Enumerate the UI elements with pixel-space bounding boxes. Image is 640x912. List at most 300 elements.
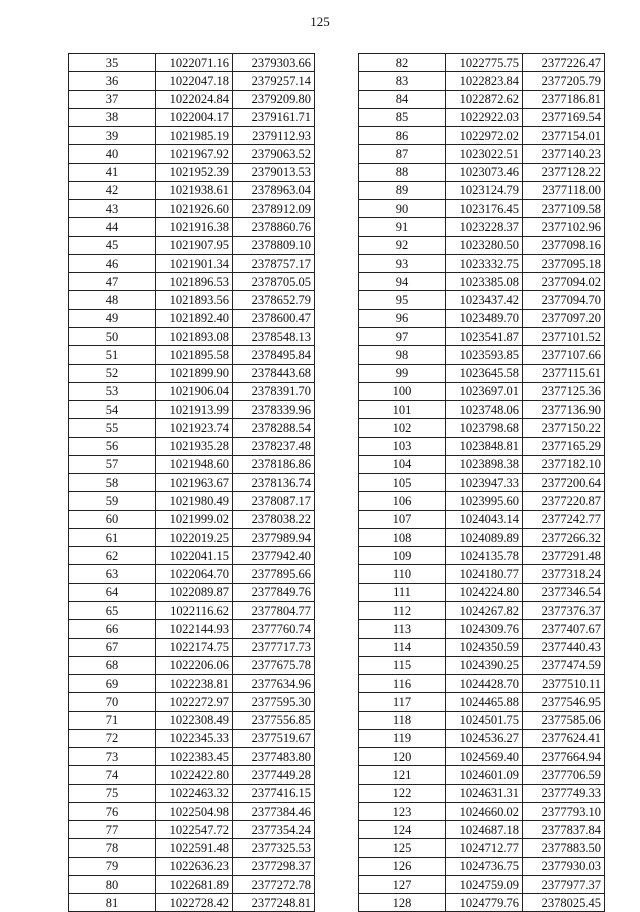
point-number-cell: 103 [359, 437, 446, 455]
table-row [69, 54, 315, 72]
point-number-cell: 128 [359, 894, 446, 912]
point-number-cell: 92 [359, 236, 446, 254]
table-row [359, 528, 605, 546]
table-row [69, 236, 315, 254]
x-coordinate-cell: 1022238.81 [156, 675, 233, 693]
x-coordinate-cell: 1021967.92 [156, 145, 233, 163]
point-number-cell: 55 [69, 419, 156, 437]
y-coordinate-cell: 2377115.61 [523, 364, 605, 382]
y-coordinate-cell: 2377883.50 [523, 839, 605, 857]
point-number-cell: 108 [359, 528, 446, 546]
x-coordinate-cell: 1021896.53 [156, 273, 233, 291]
y-coordinate-cell: 2378391.70 [233, 382, 315, 400]
table-row [69, 145, 315, 163]
x-coordinate-cell: 1022019.25 [156, 528, 233, 546]
y-coordinate-cell: 2377634.96 [233, 675, 315, 693]
table-row [359, 437, 605, 455]
point-number-cell: 48 [69, 291, 156, 309]
point-number-cell: 116 [359, 675, 446, 693]
x-coordinate-cell: 1021906.04 [156, 382, 233, 400]
point-number-cell: 106 [359, 492, 446, 510]
table-row [359, 894, 605, 912]
table-row [69, 547, 315, 565]
x-coordinate-cell: 1024180.77 [446, 565, 523, 583]
y-coordinate-cell: 2377977.37 [523, 875, 605, 893]
x-coordinate-cell: 1021948.60 [156, 455, 233, 473]
table-row [359, 857, 605, 875]
table-row [359, 419, 605, 437]
y-coordinate-cell: 2377760.74 [233, 620, 315, 638]
y-coordinate-cell: 2377128.22 [523, 163, 605, 181]
coordinate-table-left [68, 53, 315, 912]
table-row [359, 127, 605, 145]
x-coordinate-cell: 1022308.49 [156, 711, 233, 729]
point-number-cell: 76 [69, 802, 156, 820]
x-coordinate-cell: 1022872.62 [446, 90, 523, 108]
point-number-cell: 126 [359, 857, 446, 875]
y-coordinate-cell: 2379161.71 [233, 108, 315, 126]
y-coordinate-cell: 2377248.81 [233, 894, 315, 912]
table-row [69, 839, 315, 857]
x-coordinate-cell: 1021963.67 [156, 474, 233, 492]
point-number-cell: 120 [359, 748, 446, 766]
x-coordinate-cell: 1021935.28 [156, 437, 233, 455]
y-coordinate-cell: 2377298.37 [233, 857, 315, 875]
point-number-cell: 88 [359, 163, 446, 181]
table-row [359, 346, 605, 364]
coordinate-table-right [358, 53, 605, 912]
table-row [359, 583, 605, 601]
y-coordinate-cell: 2378912.09 [233, 200, 315, 218]
point-number-cell: 119 [359, 729, 446, 747]
table-row [69, 474, 315, 492]
y-coordinate-cell: 2378087.17 [233, 492, 315, 510]
y-coordinate-cell: 2377102.96 [523, 218, 605, 236]
y-coordinate-cell: 2377182.10 [523, 455, 605, 473]
y-coordinate-cell: 2377291.48 [523, 547, 605, 565]
table-row [359, 401, 605, 419]
y-coordinate-cell: 2379303.66 [233, 54, 315, 72]
table-row [69, 181, 315, 199]
y-coordinate-cell: 2377717.73 [233, 638, 315, 656]
table-row [359, 510, 605, 528]
table-row [69, 218, 315, 236]
y-coordinate-cell: 2378025.45 [523, 894, 605, 912]
point-number-cell: 96 [359, 309, 446, 327]
y-coordinate-cell: 2377220.87 [523, 492, 605, 510]
table-row [359, 218, 605, 236]
x-coordinate-cell: 1024224.80 [446, 583, 523, 601]
table-body-left [69, 54, 315, 912]
point-number-cell: 60 [69, 510, 156, 528]
y-coordinate-cell: 2377449.28 [233, 766, 315, 784]
y-coordinate-cell: 2377416.15 [233, 784, 315, 802]
table-row [359, 254, 605, 272]
y-coordinate-cell: 2377125.36 [523, 382, 605, 400]
x-coordinate-cell: 1022071.16 [156, 54, 233, 72]
table-row [359, 821, 605, 839]
table-row [69, 382, 315, 400]
table-row [359, 455, 605, 473]
x-coordinate-cell: 1024501.75 [446, 711, 523, 729]
y-coordinate-cell: 2377272.78 [233, 875, 315, 893]
point-number-cell: 77 [69, 821, 156, 839]
point-number-cell: 46 [69, 254, 156, 272]
point-number-cell: 115 [359, 656, 446, 674]
point-number-cell: 57 [69, 455, 156, 473]
point-number-cell: 95 [359, 291, 446, 309]
x-coordinate-cell: 1021893.56 [156, 291, 233, 309]
point-number-cell: 43 [69, 200, 156, 218]
point-number-cell: 49 [69, 309, 156, 327]
x-coordinate-cell: 1024736.75 [446, 857, 523, 875]
x-coordinate-cell: 1023489.70 [446, 309, 523, 327]
y-coordinate-cell: 2377376.37 [523, 601, 605, 619]
y-coordinate-cell: 2377664.94 [523, 748, 605, 766]
y-coordinate-cell: 2378136.74 [233, 474, 315, 492]
x-coordinate-cell: 1021923.74 [156, 419, 233, 437]
x-coordinate-cell: 1022922.03 [446, 108, 523, 126]
table-row [69, 127, 315, 145]
point-number-cell: 84 [359, 90, 446, 108]
point-number-cell: 125 [359, 839, 446, 857]
point-number-cell: 83 [359, 72, 446, 90]
point-number-cell: 63 [69, 565, 156, 583]
point-number-cell: 94 [359, 273, 446, 291]
point-number-cell: 42 [69, 181, 156, 199]
x-coordinate-cell: 1024631.31 [446, 784, 523, 802]
y-coordinate-cell: 2377094.02 [523, 273, 605, 291]
table-row [359, 875, 605, 893]
point-number-cell: 72 [69, 729, 156, 747]
x-coordinate-cell: 1022047.18 [156, 72, 233, 90]
y-coordinate-cell: 2377749.33 [523, 784, 605, 802]
table-row [359, 711, 605, 729]
table-row [69, 875, 315, 893]
y-coordinate-cell: 2377097.20 [523, 309, 605, 327]
point-number-cell: 75 [69, 784, 156, 802]
point-number-cell: 37 [69, 90, 156, 108]
x-coordinate-cell: 1023748.06 [446, 401, 523, 419]
y-coordinate-cell: 2377186.81 [523, 90, 605, 108]
point-number-cell: 110 [359, 565, 446, 583]
x-coordinate-cell: 1022144.93 [156, 620, 233, 638]
x-coordinate-cell: 1022383.45 [156, 748, 233, 766]
table-body-right [359, 54, 605, 912]
x-coordinate-cell: 1021916.38 [156, 218, 233, 236]
y-coordinate-cell: 2377675.78 [233, 656, 315, 674]
point-number-cell: 90 [359, 200, 446, 218]
x-coordinate-cell: 1021926.60 [156, 200, 233, 218]
y-coordinate-cell: 2379112.93 [233, 127, 315, 145]
table-row [69, 620, 315, 638]
x-coordinate-cell: 1023228.37 [446, 218, 523, 236]
point-number-cell: 101 [359, 401, 446, 419]
y-coordinate-cell: 2377266.32 [523, 528, 605, 546]
y-coordinate-cell: 2377205.79 [523, 72, 605, 90]
table-row [359, 145, 605, 163]
table-row [359, 309, 605, 327]
table-row [69, 401, 315, 419]
point-number-cell: 69 [69, 675, 156, 693]
y-coordinate-cell: 2377706.59 [523, 766, 605, 784]
point-number-cell: 85 [359, 108, 446, 126]
table-row [359, 638, 605, 656]
point-number-cell: 117 [359, 693, 446, 711]
point-number-cell: 68 [69, 656, 156, 674]
table-row [69, 711, 315, 729]
point-number-cell: 107 [359, 510, 446, 528]
table-row [359, 382, 605, 400]
point-number-cell: 65 [69, 601, 156, 619]
y-coordinate-cell: 2377474.59 [523, 656, 605, 674]
point-number-cell: 39 [69, 127, 156, 145]
table-row [359, 90, 605, 108]
point-number-cell: 40 [69, 145, 156, 163]
point-number-cell: 64 [69, 583, 156, 601]
table-row [359, 181, 605, 199]
point-number-cell: 59 [69, 492, 156, 510]
table-row [359, 748, 605, 766]
y-coordinate-cell: 2377318.24 [523, 565, 605, 583]
x-coordinate-cell: 1023385.08 [446, 273, 523, 291]
page-number: 125 [310, 14, 330, 29]
x-coordinate-cell: 1021913.99 [156, 401, 233, 419]
point-number-cell: 51 [69, 346, 156, 364]
point-number-cell: 118 [359, 711, 446, 729]
table-row [359, 200, 605, 218]
table-row [69, 601, 315, 619]
x-coordinate-cell: 1024779.76 [446, 894, 523, 912]
table-row [359, 784, 605, 802]
table-row [69, 419, 315, 437]
x-coordinate-cell: 1021899.90 [156, 364, 233, 382]
point-number-cell: 105 [359, 474, 446, 492]
x-coordinate-cell: 1021893.08 [156, 327, 233, 345]
x-coordinate-cell: 1023176.45 [446, 200, 523, 218]
y-coordinate-cell: 2377930.03 [523, 857, 605, 875]
table-row [69, 309, 315, 327]
x-coordinate-cell: 1024536.27 [446, 729, 523, 747]
x-coordinate-cell: 1021892.40 [156, 309, 233, 327]
table-row [359, 72, 605, 90]
point-number-cell: 78 [69, 839, 156, 857]
x-coordinate-cell: 1024350.59 [446, 638, 523, 656]
x-coordinate-cell: 1023593.85 [446, 346, 523, 364]
y-coordinate-cell: 2377098.16 [523, 236, 605, 254]
x-coordinate-cell: 1022004.17 [156, 108, 233, 126]
point-number-cell: 70 [69, 693, 156, 711]
x-coordinate-cell: 1022591.48 [156, 839, 233, 857]
y-coordinate-cell: 2378288.54 [233, 419, 315, 437]
y-coordinate-cell: 2377109.58 [523, 200, 605, 218]
x-coordinate-cell: 1024390.25 [446, 656, 523, 674]
x-coordinate-cell: 1022728.42 [156, 894, 233, 912]
y-coordinate-cell: 2377354.24 [233, 821, 315, 839]
y-coordinate-cell: 2377118.00 [523, 181, 605, 199]
x-coordinate-cell: 1022089.87 [156, 583, 233, 601]
y-coordinate-cell: 2377136.90 [523, 401, 605, 419]
point-number-cell: 45 [69, 236, 156, 254]
x-coordinate-cell: 1022681.89 [156, 875, 233, 893]
point-number-cell: 73 [69, 748, 156, 766]
point-number-cell: 100 [359, 382, 446, 400]
x-coordinate-cell: 1022064.70 [156, 565, 233, 583]
x-coordinate-cell: 1022463.32 [156, 784, 233, 802]
table-row [359, 675, 605, 693]
point-number-cell: 114 [359, 638, 446, 656]
x-coordinate-cell: 1022775.75 [446, 54, 523, 72]
y-coordinate-cell: 2377169.54 [523, 108, 605, 126]
point-number-cell: 102 [359, 419, 446, 437]
table-row [69, 802, 315, 820]
point-number-cell: 81 [69, 894, 156, 912]
x-coordinate-cell: 1022504.98 [156, 802, 233, 820]
x-coordinate-cell: 1023332.75 [446, 254, 523, 272]
x-coordinate-cell: 1022547.72 [156, 821, 233, 839]
table-row [69, 894, 315, 912]
x-coordinate-cell: 1022116.62 [156, 601, 233, 619]
table-row [359, 236, 605, 254]
table-row [69, 510, 315, 528]
x-coordinate-cell: 1021985.19 [156, 127, 233, 145]
y-coordinate-cell: 2377095.18 [523, 254, 605, 272]
x-coordinate-cell: 1022024.84 [156, 90, 233, 108]
point-number-cell: 82 [359, 54, 446, 72]
y-coordinate-cell: 2377595.30 [233, 693, 315, 711]
x-coordinate-cell: 1021895.58 [156, 346, 233, 364]
y-coordinate-cell: 2377226.47 [523, 54, 605, 72]
x-coordinate-cell: 1021901.34 [156, 254, 233, 272]
table-row [359, 327, 605, 345]
table-row [359, 693, 605, 711]
table-row [69, 565, 315, 583]
y-coordinate-cell: 2378443.68 [233, 364, 315, 382]
point-number-cell: 79 [69, 857, 156, 875]
y-coordinate-cell: 2377150.22 [523, 419, 605, 437]
x-coordinate-cell: 1023124.79 [446, 181, 523, 199]
table-row [69, 675, 315, 693]
table-row [69, 729, 315, 747]
point-number-cell: 53 [69, 382, 156, 400]
x-coordinate-cell: 1023437.42 [446, 291, 523, 309]
y-coordinate-cell: 2377165.29 [523, 437, 605, 455]
point-number-cell: 124 [359, 821, 446, 839]
point-number-cell: 62 [69, 547, 156, 565]
table-row [69, 254, 315, 272]
y-coordinate-cell: 2377804.77 [233, 601, 315, 619]
point-number-cell: 36 [69, 72, 156, 90]
table-row [359, 656, 605, 674]
table-row [69, 346, 315, 364]
point-number-cell: 54 [69, 401, 156, 419]
point-number-cell: 74 [69, 766, 156, 784]
table-row [69, 437, 315, 455]
x-coordinate-cell: 1023947.33 [446, 474, 523, 492]
x-coordinate-cell: 1024309.76 [446, 620, 523, 638]
table-row [69, 455, 315, 473]
x-coordinate-cell: 1023541.87 [446, 327, 523, 345]
table-row [359, 802, 605, 820]
table-row [69, 72, 315, 90]
point-number-cell: 104 [359, 455, 446, 473]
table-row [69, 163, 315, 181]
x-coordinate-cell: 1023022.51 [446, 145, 523, 163]
y-coordinate-cell: 2377384.46 [233, 802, 315, 820]
table-row [359, 839, 605, 857]
x-coordinate-cell: 1024569.40 [446, 748, 523, 766]
x-coordinate-cell: 1022636.23 [156, 857, 233, 875]
table-row [69, 766, 315, 784]
point-number-cell: 58 [69, 474, 156, 492]
point-number-cell: 112 [359, 601, 446, 619]
point-number-cell: 97 [359, 327, 446, 345]
point-number-cell: 109 [359, 547, 446, 565]
point-number-cell: 52 [69, 364, 156, 382]
y-coordinate-cell: 2377556.85 [233, 711, 315, 729]
x-coordinate-cell: 1022174.75 [156, 638, 233, 656]
x-coordinate-cell: 1024043.14 [446, 510, 523, 528]
x-coordinate-cell: 1022345.33 [156, 729, 233, 747]
x-coordinate-cell: 1023073.46 [446, 163, 523, 181]
table-row [69, 108, 315, 126]
y-coordinate-cell: 2378548.13 [233, 327, 315, 345]
x-coordinate-cell: 1021999.02 [156, 510, 233, 528]
x-coordinate-cell: 1021907.95 [156, 236, 233, 254]
y-coordinate-cell: 2377585.06 [523, 711, 605, 729]
point-number-cell: 123 [359, 802, 446, 820]
point-number-cell: 66 [69, 620, 156, 638]
y-coordinate-cell: 2377483.80 [233, 748, 315, 766]
y-coordinate-cell: 2378186.86 [233, 455, 315, 473]
table-row [69, 583, 315, 601]
y-coordinate-cell: 2377519.67 [233, 729, 315, 747]
y-coordinate-cell: 2377895.66 [233, 565, 315, 583]
table-row [359, 273, 605, 291]
point-number-cell: 122 [359, 784, 446, 802]
x-coordinate-cell: 1024267.82 [446, 601, 523, 619]
x-coordinate-cell: 1024601.09 [446, 766, 523, 784]
point-number-cell: 89 [359, 181, 446, 199]
table-row [69, 291, 315, 309]
point-number-cell: 91 [359, 218, 446, 236]
point-number-cell: 99 [359, 364, 446, 382]
point-number-cell: 44 [69, 218, 156, 236]
x-coordinate-cell: 1024428.70 [446, 675, 523, 693]
y-coordinate-cell: 2377510.11 [523, 675, 605, 693]
y-coordinate-cell: 2377101.52 [523, 327, 605, 345]
point-number-cell: 38 [69, 108, 156, 126]
point-number-cell: 50 [69, 327, 156, 345]
y-coordinate-cell: 2377837.84 [523, 821, 605, 839]
y-coordinate-cell: 2377546.95 [523, 693, 605, 711]
point-number-cell: 71 [69, 711, 156, 729]
table-row [359, 565, 605, 583]
y-coordinate-cell: 2379257.14 [233, 72, 315, 90]
x-coordinate-cell: 1021980.49 [156, 492, 233, 510]
point-number-cell: 113 [359, 620, 446, 638]
x-coordinate-cell: 1024712.77 [446, 839, 523, 857]
x-coordinate-cell: 1024759.09 [446, 875, 523, 893]
y-coordinate-cell: 2378652.79 [233, 291, 315, 309]
x-coordinate-cell: 1023798.68 [446, 419, 523, 437]
table-row [69, 638, 315, 656]
table-row [69, 327, 315, 345]
x-coordinate-cell: 1022972.02 [446, 127, 523, 145]
table-row [359, 620, 605, 638]
point-number-cell: 86 [359, 127, 446, 145]
x-coordinate-cell: 1023898.38 [446, 455, 523, 473]
